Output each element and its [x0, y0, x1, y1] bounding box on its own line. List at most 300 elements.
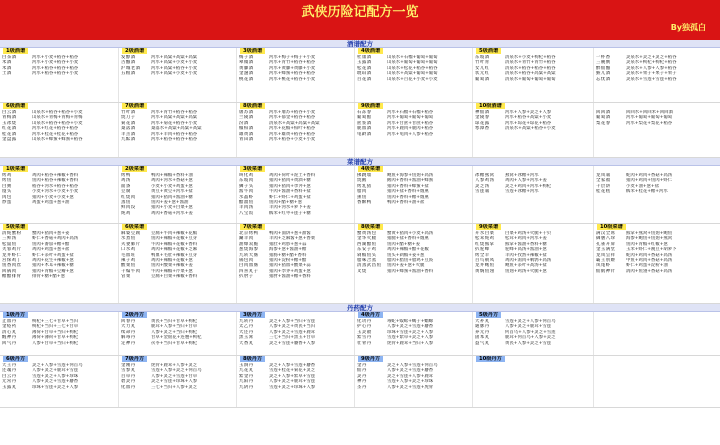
recipe-ingredients: 河水+稻谷+稻谷+小麦	[32, 71, 79, 77]
recipe-name: 忘忧酒	[596, 76, 611, 82]
recipe-group	[354, 103, 471, 157]
recipe-row	[357, 200, 471, 205]
recipe-ingredients: 人参+灵芝+黄芪+当归	[269, 324, 316, 330]
recipe-group	[118, 356, 235, 407]
recipe-name: 龙井鲍鱼	[475, 263, 495, 269]
recipe-row	[2, 274, 117, 279]
recipe-name: 金玉满堂	[596, 247, 616, 253]
recipe-name: 红烧肉	[121, 194, 136, 200]
recipe-ingredients: 人参+灵芝+雪莲+虎骨	[387, 384, 434, 390]
recipe-name: 四喜丸子	[239, 268, 259, 274]
recipe-name: 金盏酒	[239, 71, 254, 77]
recipe-name: 三鲜汤	[2, 236, 17, 242]
recipe-row	[357, 269, 471, 274]
recipe-ingredients: 人参+灵芝+雪莲+麝香	[387, 368, 434, 374]
recipe-row	[596, 189, 710, 194]
recipe-name: 醉仙酿	[596, 65, 611, 71]
recipe-name: 金刚丹	[121, 363, 136, 368]
section-title: 酒谱配方	[0, 40, 720, 48]
recipe-name: 寒潭香	[475, 126, 490, 132]
recipe-name: 东安子鸡	[357, 247, 377, 253]
recipe-name: 腊味合蒸	[357, 257, 377, 263]
recipe-ingredients: 鸭肉+面饼+葱+甜酱	[269, 231, 311, 236]
recipe-group	[472, 312, 589, 355]
recipe-group	[236, 224, 353, 303]
group-header: 3级菜谱	[240, 166, 265, 172]
recipe-name: 回回酒	[596, 110, 611, 115]
recipe-ingredients: 山泉水+高粱+葡萄+葡萄	[387, 71, 438, 77]
group-header: 2级酒谱	[122, 48, 147, 54]
recipe-name: 化功丹	[357, 319, 372, 324]
recipe-row	[475, 77, 589, 82]
recipe-name: 鸡汤	[121, 178, 131, 184]
recipe-ingredients: 河水+高粱+高粱+高粱	[151, 55, 198, 60]
recipe-row	[121, 71, 235, 76]
recipe-ingredients: 猪肉+盐+香料+烟熏	[387, 189, 429, 195]
recipe-ingredients: 河水+高粱+小麦+小麦	[151, 71, 198, 77]
recipe-ingredients: 鱼肉+醋+糖+姜	[387, 241, 420, 247]
recipe-ingredients: 人参+灵芝+雪莲+麝香	[32, 379, 79, 385]
group-header: 2级菜谱	[122, 166, 147, 172]
recipe-ingredients: 河水+鹿肉+鹿肉+稻谷	[387, 126, 434, 132]
recipe-name: 辣子鸡	[121, 257, 136, 263]
recipe-name: 佛跳墙	[357, 173, 372, 178]
group-header: 4级丹方	[358, 312, 383, 318]
recipe-name: 琼花露	[475, 120, 490, 126]
recipe-ingredients: 稻谷+河水+稻谷+稻谷	[32, 183, 79, 189]
recipe-ingredients: 羊肉+河水+萝卜+姜	[269, 205, 311, 211]
recipe-ingredients: 猪肘+酱油+糖+香料	[269, 274, 311, 280]
group-header: 5级酒谱	[476, 48, 501, 54]
recipe-name: 九阴丹	[239, 384, 254, 390]
recipe-name: 龙井虾仁	[2, 252, 22, 258]
recipe-name: 石冻春	[357, 110, 372, 115]
recipe-ingredients: 灵泉水+人参+人参+稻谷	[626, 65, 677, 71]
recipe-name: 大力丸	[121, 324, 136, 330]
recipe-ingredients: 鱼翅+鸡汤+火腿+葱	[505, 268, 547, 274]
recipe-name: 糖醋排骨	[2, 274, 22, 280]
recipe-name: 大还丹	[239, 329, 254, 335]
recipe-row	[475, 341, 589, 346]
recipe-name: 止血丹	[2, 319, 17, 324]
recipe-ingredients: 回回水+回回米+回回酒	[626, 110, 673, 115]
recipe-group	[118, 103, 235, 157]
recipe-name: 天王丹	[2, 363, 17, 368]
recipe-name: 红花酒	[2, 126, 17, 132]
recipe-name: 北京烤鸭	[239, 231, 259, 236]
recipe-ingredients: 牛肉+酱油+香料+盐	[269, 189, 311, 195]
recipe-ingredients: 河水+桃花+稻谷+小麦	[269, 76, 316, 82]
recipe-ingredients: 河水+稻谷+稻谷+稻谷	[151, 136, 198, 142]
recipe-ingredients: 薄荷+薄荷+甘草+枸杞	[32, 335, 79, 341]
recipe-group	[236, 103, 353, 157]
recipe-ingredients: 人参+灵芝+雪莲+麝香	[387, 324, 434, 330]
recipe-name: 龟龄酒	[357, 131, 372, 137]
recipe-ingredients: 清泉水+稻谷+高粱+高粱	[505, 71, 556, 77]
recipe-ingredients: 黄芪+当归+甘草+枸杞	[151, 319, 198, 324]
recipe-ingredients: 清泉水+小麦+枸杞+稻谷	[505, 55, 556, 60]
recipe-ingredients: 猪肉+木耳+辣椒+糖	[32, 263, 74, 269]
recipe-ingredients: 河水+葡萄+葡萄+葡萄	[626, 115, 673, 121]
recipe-ingredients: 山泉水+松花+稻谷+稻谷	[387, 65, 438, 71]
recipe-name: 红烧熊掌	[475, 241, 495, 247]
recipe-ingredients: 灵芝+鸡肉+河水+枸杞	[505, 183, 552, 189]
recipe-name: 清蒸武昌鱼	[357, 263, 382, 269]
recipe-ingredients: 河水+龟肉+人参+稻谷	[387, 131, 434, 137]
group-header: 9级菜谱	[476, 224, 501, 230]
recipe-ingredients: 糯米+红枣+莲子+糖	[269, 210, 311, 216]
recipe-ingredients: 糯米+桂花+糖+河水	[626, 189, 668, 195]
recipe-ingredients: 山泉水+百花+小麦+小麦	[387, 76, 438, 82]
recipe-row	[239, 274, 353, 279]
group-header: 3级酒谱	[240, 48, 265, 54]
recipe-name: 九阳丹	[239, 379, 254, 385]
recipe-name: 西湖醋鱼	[357, 241, 377, 247]
recipe-name: 冒菜	[121, 274, 131, 280]
recipe-ingredients: 人参+灵芝+雪莲+鹿茸	[269, 329, 316, 335]
recipe-row	[357, 77, 471, 82]
recipe-ingredients: 河水+青竹+稻谷+稻谷	[269, 60, 316, 66]
recipe-ingredients: 腊肉+腊鱼+腊鸡+豆豉	[387, 257, 434, 263]
recipe-ingredients: 河水+稻谷+小麦+小麦	[269, 136, 316, 142]
recipe-block	[0, 103, 720, 158]
recipe-name: 烤全羊	[475, 252, 490, 258]
recipe-ingredients: 山泉水+葡萄+葡萄+葡萄	[387, 60, 438, 66]
recipe-name: 龙凤羹	[596, 173, 611, 178]
recipe-ingredients: 虾仁+虾仁+鸡蛋+盐	[269, 194, 311, 200]
recipe-ingredients: 松茸+鸡肉+河水+姜	[505, 236, 547, 242]
recipe-name: 百草丹	[121, 373, 136, 379]
recipe-group	[0, 166, 117, 223]
recipe-group	[236, 48, 353, 102]
recipe-name: 肉包	[2, 194, 12, 200]
recipe-name: 狮子头	[239, 183, 254, 189]
recipe-ingredients: 猪肉+小麦+小麦+葱	[32, 194, 74, 200]
recipe-name: 满汉全席	[596, 231, 616, 236]
recipe-group	[236, 356, 353, 407]
recipe-group	[593, 356, 710, 407]
recipe-ingredients: 小麦+小麦+鸡蛋+葱	[151, 183, 193, 189]
recipe-ingredients: 灵芝+人参+雪莲+何首乌	[387, 363, 438, 368]
group-header: 10级菜谱	[597, 224, 626, 230]
recipe-name: 黄藤酒	[239, 65, 254, 71]
recipe-row	[475, 269, 589, 274]
recipe-ingredients: 鹅肉+香料+酱油+蜂蜜	[387, 178, 434, 184]
recipe-ingredients: 枸杞+当归+三七+甘草	[32, 324, 79, 330]
group-header: 8级丹方	[240, 356, 265, 362]
recipe-ingredients: 鲍鱼+茶叶+高汤+盐	[505, 263, 547, 269]
recipe-ingredients: 小麦+油+葱+盐	[626, 183, 659, 189]
section-title: 菜谱配方	[0, 158, 720, 166]
recipe-ingredients: 海参+鲍鱼+鱼翅+燕窝	[626, 236, 673, 242]
recipe-ingredients: 雪莲+紫草+灵芝+人参	[387, 335, 434, 341]
recipe-name: 醋溜鱼	[239, 199, 254, 205]
recipe-name: 神仙酒	[475, 110, 490, 115]
recipe-ingredients: 猪肉+蜂蜜+酱油+香料	[387, 268, 434, 274]
recipe-ingredients: 鸡蛋+鸡蛋+葱+油	[32, 199, 70, 205]
recipe-ingredients: 豆腐+白菜+辣椒+香料	[151, 274, 198, 280]
recipe-name: 金盘露	[2, 136, 17, 142]
recipe-group	[472, 48, 589, 102]
recipe-ingredients: 羊肉+芝麻酱+葱+香菜	[269, 236, 316, 242]
recipe-ingredients: 雪莲+灵芝+珍珠+人参	[269, 384, 316, 390]
recipe-ingredients: 牛肉+辣椒+芹菜+葱	[151, 268, 193, 274]
section-title: 丹药配方	[0, 304, 720, 312]
recipe-ingredients: 猪肉+鸡肉+鱼肉+虾仁	[626, 178, 673, 184]
recipe-ingredients: 灵芝+人参+雪莲+何首乌	[32, 363, 83, 368]
recipe-name: 雪莲羹	[475, 189, 490, 195]
recipe-ingredients: 桑落水+高粱+高粱+高粱	[151, 126, 202, 132]
recipe-group	[472, 224, 589, 303]
recipe-name: 解毒丹	[121, 335, 136, 341]
recipe-group	[118, 312, 235, 355]
recipe-name: 雪参丸	[121, 368, 136, 374]
sections-container	[0, 40, 720, 408]
recipe-group	[0, 48, 117, 102]
recipe-name: 酸菜鱼	[121, 263, 136, 269]
recipe-name: 松鼠鱼	[2, 241, 17, 247]
recipe-ingredients: 灵芝+人参+紫草+雪莲	[269, 373, 316, 379]
recipe-ingredients: 白菜+鸡汤+火腿+干贝	[505, 231, 552, 236]
group-header: 5级菜谱	[3, 224, 28, 230]
recipe-name: 还魂丹	[2, 368, 17, 374]
recipe-name: 豆腐	[121, 189, 131, 195]
recipe-name: 紫雪丹	[357, 335, 372, 341]
recipe-ingredients: 河水+青竹+稻谷+稻谷	[151, 110, 198, 115]
recipe-name: 清心丸	[2, 329, 17, 335]
recipe-name: 蔗浆酒	[357, 120, 372, 126]
recipe-ingredients: 灵芝+雪莲+珍珠+人参	[151, 379, 198, 385]
recipe-ingredients: 蛇肉+鸡肉+香菇+高汤	[626, 252, 673, 258]
recipe-name: 椒柏酒	[239, 126, 254, 132]
recipe-ingredients: 鸽肉+鱼翅+香菇+高汤	[626, 268, 673, 274]
recipe-ingredients: 毒蛇+蜈蚣+蝎子+蟾蜍	[387, 319, 434, 324]
recipe-ingredients: 河水+菊花+稻谷+小麦	[151, 120, 198, 126]
recipe-name: 桂花酒	[2, 131, 17, 137]
recipe-row	[357, 132, 471, 137]
recipe-name: 宫保鸡丁	[2, 257, 22, 263]
group-header: 9级丹方	[358, 356, 383, 362]
recipe-ingredients: 虾仁+香菇+鸡肉+高汤	[32, 236, 79, 242]
recipe-name: 白云丹	[2, 373, 17, 379]
recipe-ingredients: 蛇肉+鸡肉+香菇+高汤	[626, 173, 673, 178]
recipe-name: 烧刀子	[121, 115, 136, 121]
recipe-ingredients: 河水+梅子+梅子+小麦	[269, 55, 316, 60]
recipe-name: 面条	[121, 183, 131, 189]
recipe-name: 青田酒	[239, 136, 254, 142]
recipe-row	[596, 269, 710, 274]
recipe-ingredients: 灵泉水+灵芝+灵芝+稻谷	[626, 55, 677, 60]
recipe-name: 桂花糕	[596, 189, 611, 195]
recipe-name: 屠苏酒	[239, 110, 254, 115]
recipe-row	[121, 211, 235, 216]
recipe-group	[354, 166, 471, 223]
recipe-ingredients: 人参+灵芝+鹿茸+雪莲	[32, 368, 79, 374]
recipe-ingredients: 小麦+河水+小麦+小麦	[32, 189, 79, 195]
recipe-name: 九转大肠	[239, 252, 259, 258]
recipe-ingredients: 雪莲+桂花+菊花+灵芝	[269, 368, 316, 374]
recipe-ingredients: 鸭肉+香料+油+盐	[387, 199, 425, 205]
recipe-group	[354, 224, 471, 303]
recipe-name: 紫金丹	[239, 373, 254, 379]
recipe-name: 梅子酒	[239, 55, 254, 60]
recipe-ingredients: 河水+梨花+梨花+稻谷	[626, 120, 673, 126]
recipe-group	[0, 224, 117, 303]
recipe-name: 养元丹	[475, 329, 490, 335]
recipe-ingredients: 山泉水+稻谷+稻谷+小麦	[32, 120, 83, 126]
recipe-ingredients: 人参+灵芝+雪莲+甘草	[151, 373, 198, 379]
recipe-name: 炒蛋	[2, 199, 12, 205]
recipe-name: 白粥	[2, 183, 12, 189]
recipe-row	[121, 274, 235, 279]
recipe-name: 太乙丹	[239, 324, 254, 330]
recipe-ingredients: 河水+黄藤+黄藤+小麦	[269, 65, 316, 71]
recipe-ingredients: 鱼头+剁椒+姜+葱	[387, 252, 425, 258]
recipe-name: 益气丸	[475, 340, 490, 346]
recipe-name: 水煮鱼	[121, 236, 136, 242]
recipe-name: 水晶虾	[239, 194, 254, 200]
recipe-name: 竹叶青	[475, 60, 490, 66]
recipe-ingredients: 人参+甘草+当归+枸杞	[32, 340, 79, 346]
recipe-name: 三碗倒	[596, 60, 611, 66]
recipe-ingredients: 清泉水+稻谷+稻谷+稻谷	[505, 65, 556, 71]
recipe-ingredients: 河水+小麦+稻谷+小麦	[32, 60, 79, 66]
group-header: 3级丹方	[240, 312, 265, 318]
recipe-row	[2, 341, 117, 346]
recipe-ingredients: 燕窝+冰糖+河水	[505, 173, 539, 178]
recipe-name: 沪城老酒	[121, 65, 141, 71]
recipe-ingredients: 鱼肉+青椒+红椒+葱	[626, 241, 668, 247]
recipe-name: 熏鱼	[357, 194, 367, 200]
recipe-ingredients: 猪肉+淀粉+糖+醋	[269, 257, 307, 263]
recipe-name: 化血丹	[121, 384, 136, 390]
recipe-group	[472, 166, 589, 223]
recipe-name: 蟹黄汤包	[357, 231, 377, 236]
recipe-name: 金疮药	[2, 324, 17, 330]
recipe-ingredients: 猪肚+鸡胗+葱+蒜	[269, 241, 307, 247]
header-banner	[0, 0, 720, 40]
recipe-ingredients: 河水+郁金+稻谷+稻谷	[269, 115, 316, 121]
recipe-group	[0, 103, 117, 157]
recipe-name: 九转丹	[239, 319, 254, 324]
recipe-ingredients: 驼峰+高汤+酱油+葱	[505, 247, 547, 253]
recipe-ingredients: 鸡肉+鸽肉+鹌鹑+高汤	[505, 257, 552, 263]
recipe-ingredients: 猪肉+猪肉+荸荠+葱	[269, 183, 311, 189]
recipe-ingredients: 河水+红花+稻谷+稻谷	[32, 126, 79, 132]
recipe-block	[0, 356, 720, 408]
recipe-name: 烧鹅	[357, 178, 367, 184]
recipe-name: 鲜肉饺	[121, 205, 136, 211]
recipe-group	[593, 166, 710, 223]
recipe-name: 通脉丹	[475, 324, 490, 330]
recipe-name: 桑落酒	[121, 126, 136, 132]
recipe-name: 全家福	[596, 178, 611, 184]
recipe-ingredients: 灵泉水+枸杞+枸杞+稻谷	[626, 60, 677, 66]
recipe-ingredients: 清泉水+葡萄+葡萄+葡萄	[505, 76, 556, 82]
recipe-group	[118, 166, 235, 223]
recipe-name: 金陵春	[475, 115, 490, 121]
recipe-ingredients: 鸡肉+辣椒+醋+花椒	[387, 247, 429, 253]
recipe-ingredients: 蟹肉+猪肉+葱+姜	[32, 231, 70, 236]
recipe-name: 碧灵丹	[121, 379, 136, 385]
page-title: 武侠历险记配方一览	[301, 5, 419, 20]
recipe-group	[472, 356, 589, 407]
recipe-name: 霸王别姬	[596, 257, 616, 263]
recipe-ingredients: 河水+雄黄+稻谷+稻谷	[269, 131, 316, 137]
recipe-ingredients: 猪肉+青椒+豆瓣+葱	[32, 268, 74, 274]
recipe-group	[593, 48, 710, 102]
recipe-name: 烤鸡	[2, 173, 12, 178]
recipe-name: 人参鸡汤	[475, 178, 495, 184]
recipe-group	[118, 48, 235, 102]
recipe-ingredients: 海参+葱+酱油+糖	[269, 247, 307, 253]
recipe-ingredients: 雪莲+人参+灵芝+珍珠	[387, 379, 434, 385]
recipe-ingredients: 牛肉+辣椒+花椒+香料	[151, 241, 198, 247]
recipe-ingredients: 河水+稻谷+稻谷+稻谷	[32, 65, 79, 71]
recipe-ingredients: 河水+甘蔗+甘蔗+稻谷	[387, 120, 434, 126]
recipe-ingredients: 鸡肉+河水+香菇+葱	[151, 178, 193, 184]
recipe-row	[239, 211, 353, 216]
recipe-ingredients: 河水+桂花+桂花+稻谷	[32, 131, 79, 137]
recipe-name: 御膳八珍	[596, 236, 616, 242]
recipe-ingredients: 鱼肉+醋+糖+葱	[269, 199, 302, 205]
recipe-name: 仙丹	[357, 368, 367, 374]
recipe-name: 烤鱼	[2, 178, 12, 184]
recipe-ingredients: 鸭血+毛肚+辣椒+豆芽	[151, 252, 198, 258]
recipe-name: 百鸟朝凤	[475, 257, 495, 263]
recipe-name: 东坡肉	[239, 178, 254, 184]
recipe-ingredients: 清泉水+高粱+稻谷+小麦	[505, 126, 556, 132]
recipe-name: 葡萄酒	[596, 115, 611, 121]
recipe-ingredients: 豆腐+牛肉+辣椒+花椒	[151, 231, 198, 236]
recipe-name: 干煸牛肉	[121, 268, 141, 274]
recipe-ingredients: 河水+高粱+小麦+小麦	[151, 60, 198, 66]
recipe-ingredients: 虎骨+鹿茸+人参+灵芝	[151, 363, 198, 368]
recipe-row	[239, 137, 353, 142]
recipe-name: 龙凤呈祥	[596, 252, 616, 258]
recipe-name: 汾酒	[239, 120, 249, 126]
recipe-ingredients: 山泉水+蜂蜜+蜂蜜+稻谷	[32, 136, 83, 142]
recipe-row	[239, 385, 353, 390]
group-header: 6级丹方	[3, 356, 28, 362]
recipe-name: 回春丹	[121, 319, 136, 324]
recipe-name: 冰糖燕窝	[475, 173, 495, 178]
recipe-ingredients: 雪莲+人参+灵芝+何首乌	[151, 368, 202, 374]
recipe-name: 酱牛肉	[239, 189, 254, 195]
recipe-row	[239, 341, 353, 346]
recipe-name: 护心丹	[357, 324, 372, 330]
recipe-ingredients: 猪肉+猪血+酸菜+蒜	[269, 263, 311, 269]
group-header: 5级丹方	[476, 312, 501, 318]
recipe-name: 葡萄酒	[475, 76, 490, 82]
recipe-ingredients: 河水+石榴+石榴+稻谷	[387, 110, 434, 115]
recipe-ingredients: 猪肉+荸荠+鸡蛋+葱	[269, 268, 311, 274]
recipe-ingredients: 河水+琼花+琼花+稻谷	[505, 120, 552, 126]
recipe-name: 百花酒	[357, 76, 372, 82]
recipe-name: 麻婆豆腐	[121, 231, 141, 236]
group-header: 4级酒谱	[358, 48, 383, 54]
recipe-name: 九花丸	[239, 368, 254, 374]
recipe-name: 菊花酒	[121, 120, 136, 126]
recipe-ingredients: 人参+灵芝+鹿茸+雪莲	[505, 324, 552, 330]
recipe-name: 猴儿酒	[596, 71, 611, 77]
recipe-ingredients: 雪莲+灵芝+人参+珍珠	[32, 373, 79, 379]
group-header: 7级酒谱	[122, 103, 147, 109]
group-header: 1级酒谱	[3, 48, 28, 54]
recipe-name: 馒头	[2, 189, 12, 195]
group-header: 10级丹方	[476, 356, 505, 362]
recipe-name: 烤乳猪	[357, 183, 372, 189]
